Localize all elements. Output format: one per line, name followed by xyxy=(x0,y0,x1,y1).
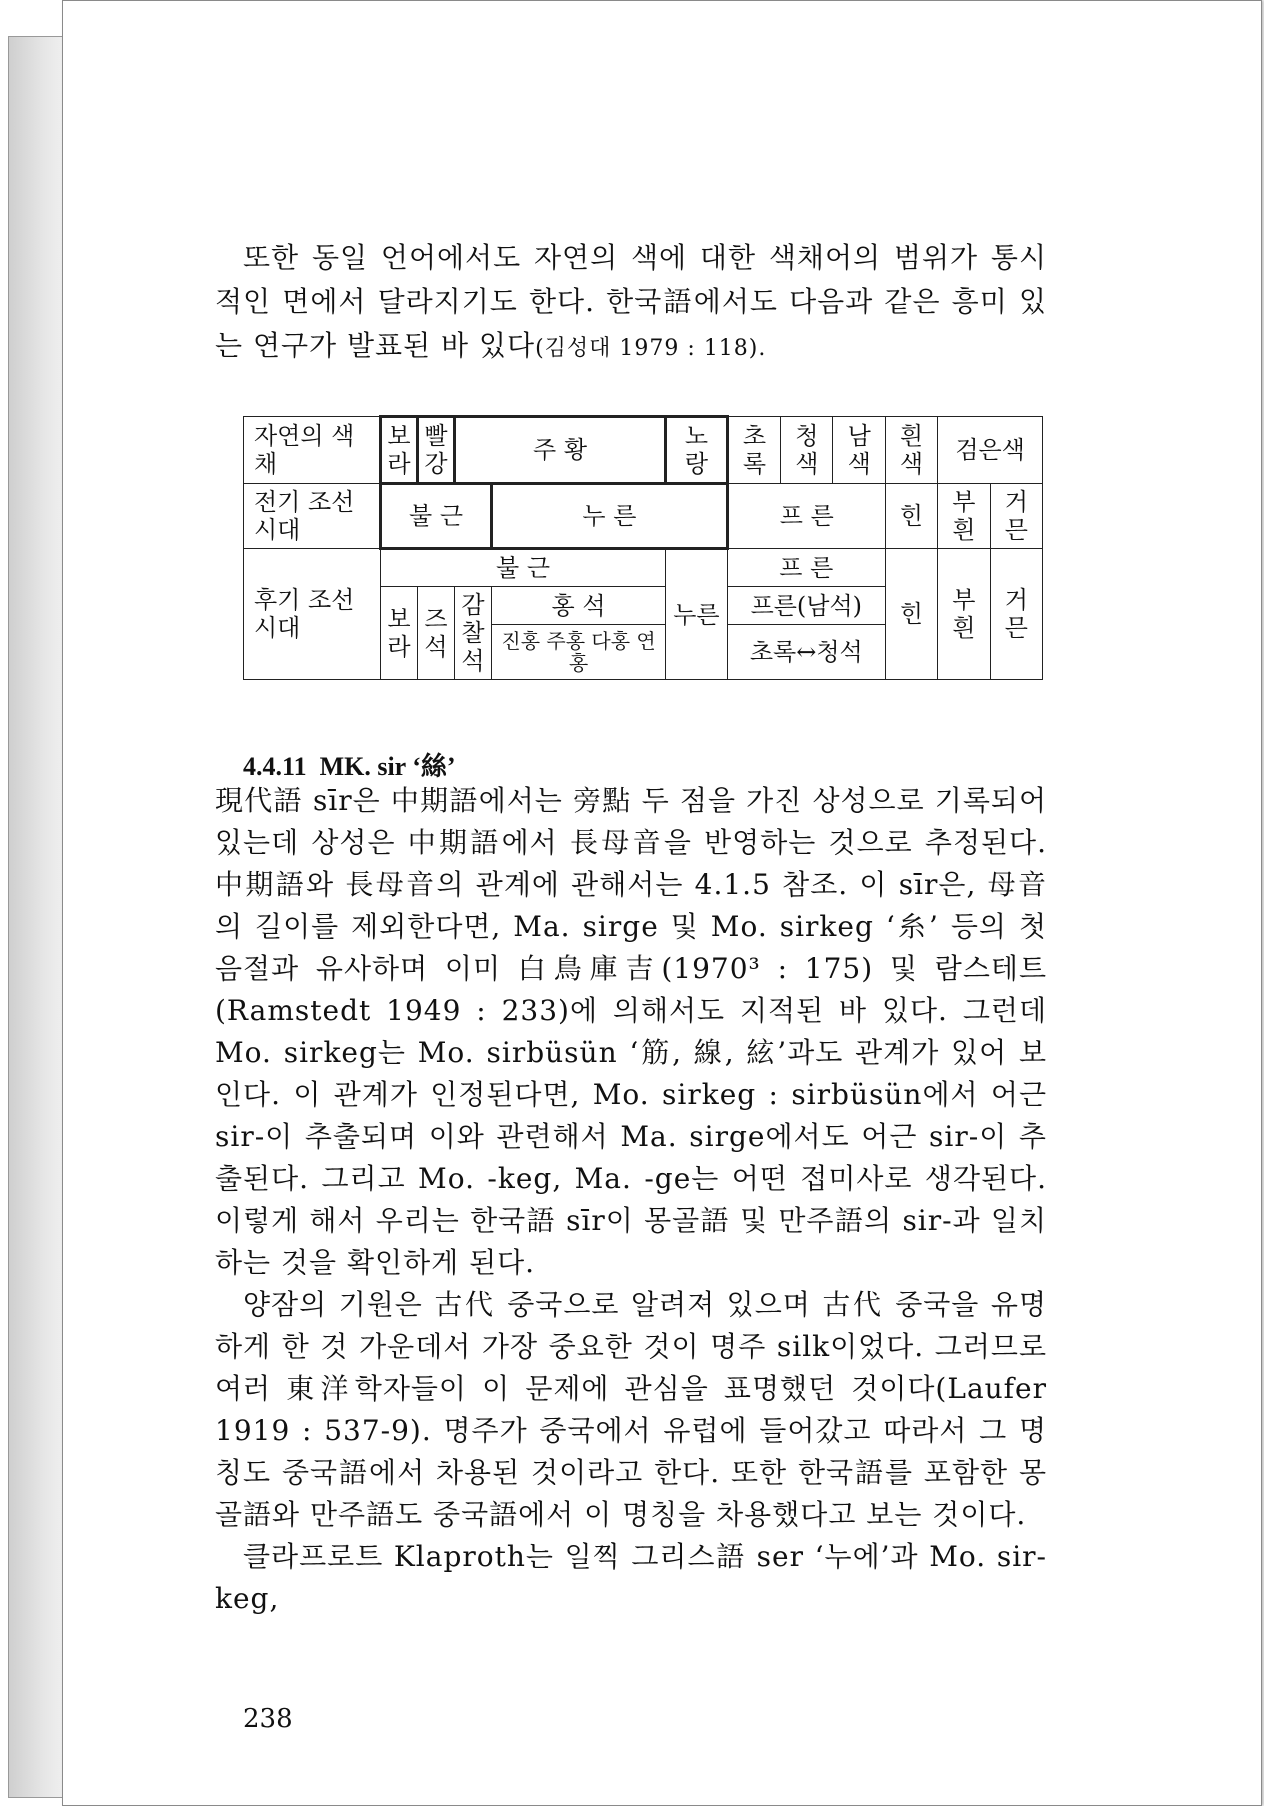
table-cell: 주 황 xyxy=(455,417,666,484)
table-cell: 부흰 xyxy=(938,484,990,549)
table-cell: 힌 xyxy=(885,484,937,549)
table-row xyxy=(244,549,1043,587)
page-number: 238 xyxy=(243,1704,293,1734)
table-cell: 프 른 xyxy=(727,484,885,549)
table-cell: 누른 xyxy=(666,549,728,680)
table-cell: 누 른 xyxy=(492,484,728,549)
table-cell: 프른(남석) xyxy=(727,587,885,625)
table-cell: 빨 강 xyxy=(418,417,455,484)
intro-text: 또한 동일 언어에서도 자연의 색에 대한 색채어의 범위가 통시적인 면에서 달라지기도 한다. 한국語에서도 다음과 같은 흥미 있는 연구가 발표된 바 있다 xyxy=(215,241,1047,362)
table-cell: 청색 xyxy=(781,417,833,484)
table-cell: 감찰석 xyxy=(455,587,492,680)
intro-paragraph xyxy=(215,236,1047,371)
section-heading xyxy=(243,746,456,783)
table-cell: 불 근 xyxy=(381,549,666,587)
table-cell: 진홍 주홍 다홍 연홍 xyxy=(492,625,666,680)
table-cell: 불 근 xyxy=(381,484,492,549)
book-spine xyxy=(8,36,67,1798)
table-cell: 흰색 xyxy=(885,417,937,484)
paragraph: 現代語 sīr은 中期語에서는 旁點 두 점을 가진 상성으로 기록되어 있는데 상성은 中期語에서 長母音을 반영하는 것으로 추정된다. 中期語와 長母音의 관계에 관해서는 4.1.5 참조. 이 sīr은, 母音의 길이를 제외한다면, Ma. sirge 및 Mo. sirkeg ‘糸’ 등의 첫 음절과 유사하며 이미 白鳥庫吉(1970³ : 175) 및 람스테트(Ramstedt 1949 : 233)에 의해서도 지적된 바 있다. 그런데 Mo. sirkeg는 Mo. sirbüsün ‘筋, 線, 絃’과도 관계가 있어 보인다. 이 관계가 인정된다면, Mo. sirkeg : sirbüsün에서 어근 sir-이 추출되며 이와 관련해서 Ma. sirge에서도 어근 sir-이 추출된다. 그리고 Mo. -keg, Ma. -ge는 어떤 접미사로 생각된다. 이렇게 해서 우리는 한국語 sīr이 몽골語 및 만주語의 sir-과 일치하는 것을 확인하게 된다. xyxy=(215,784,1047,1279)
table-cell: 부흰 xyxy=(938,549,990,680)
row-label: 자연의 색채 xyxy=(244,417,381,484)
section-number: 4.4.11 xyxy=(243,752,307,781)
paragraph: 양잠의 기원은 古代 중국으로 알려져 있으며 古代 중국을 유명하게 한 것 가운데서 가장 중요한 것이 명주 silk이었다. 그러므로 여러 東洋학자들이 이 문제에 관심을 표명했던 것이다(Laufer 1919 : 537-9). 명주가 중국에서 유럽에 들어갔고 따라서 그 명칭도 중국語에서 차용된 것이라고 한다. 또한 한국語를 포함한 몽골語와 만주語도 중국語에서 이 명칭을 차용했다고 보는 것이다. xyxy=(215,1288,1047,1531)
section-title: MK. sir ‘絲’ xyxy=(319,752,456,781)
table-cell: 홍 석 xyxy=(492,587,666,625)
table-cell: 노 랑 xyxy=(666,417,728,484)
table-row xyxy=(244,484,1043,549)
table-cell: 보 라 xyxy=(381,417,418,484)
row-label: 후기 조선 시대 xyxy=(244,549,381,680)
row-label: 전기 조선 시대 xyxy=(244,484,381,549)
table-row xyxy=(244,417,1043,484)
table-cell: 프 른 xyxy=(727,549,885,587)
table-cell: 검은색 xyxy=(938,417,1043,484)
paragraph: 클라프로트 Klaproth는 일찍 그리스語 ser ‘누에’과 Mo. sir-keg, xyxy=(215,1540,1047,1615)
table-cell: 즈석 xyxy=(418,587,455,680)
table-cell: 초록↔청석 xyxy=(727,625,885,680)
table-cell: 힌 xyxy=(885,549,937,680)
intro-citation: (김성대 1979 : 118). xyxy=(535,336,767,361)
table-cell: 초록 xyxy=(727,417,780,484)
table-cell: 거믄 xyxy=(990,484,1042,549)
body-text xyxy=(215,780,1047,1620)
table-cell: 남색 xyxy=(833,417,885,484)
color-terms-table xyxy=(243,415,1043,680)
table-cell: 보라 xyxy=(381,587,418,680)
table-cell: 거믄 xyxy=(990,549,1042,680)
